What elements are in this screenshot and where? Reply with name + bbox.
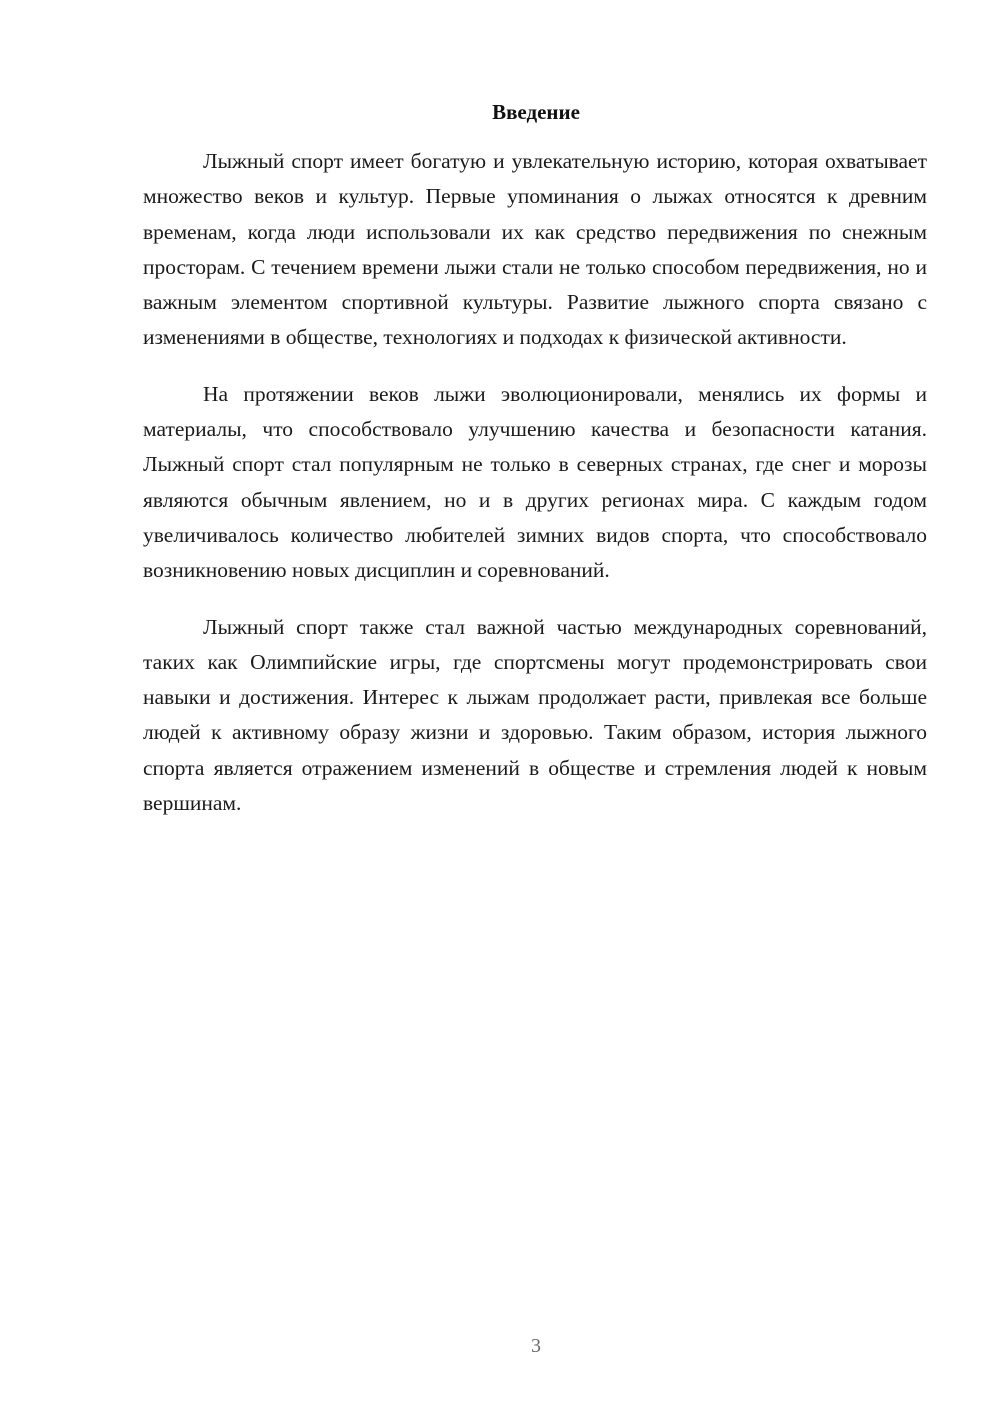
paragraph: Лыжный спорт имеет богатую и увлекательную историю, которая охватывает множество веков и культур. Первые упоминания о лыжах относятся к древним временам, когда люди использовали их как средство передвижения по снежным просторам. С течением времени лыжи стали не только способом передвижения, но и важным элементом спортивной культуры. Развитие лыжного спорта связано с изменениями в обществе, технологиях и подходах к физической активности. — [143, 149, 927, 350]
section-heading: Введение — [492, 100, 580, 124]
paragraph: Лыжный спорт также стал важной частью международных соревнований, таких как Олимпийские игры, где спортсмены могут продемонстрировать свои навыки и достижения. Интерес к лыжам продолжает расти, привлекая все больше людей к активному образу жизни и здоровью. Таким образом, история лыжного спорта является отражением изменений в обществе и стремления людей к новым вершинам. — [143, 614, 927, 816]
body-text — [143, 144, 927, 842]
paragraph: На протяжении веков лыжи эволюционировали, менялись их формы и материалы, что способствовало улучшению качества и безопасности катания. Лыжный спорт стал популярным не только в северных странах, где снег и морозы являются обычным явлением, но и в других регионах мира. С каждым годом увеличивалось количество любителей зимних видов спорта, что способствовало возникновению новых дисциплин и соревнований. — [143, 381, 927, 583]
page-number: 3 — [531, 1335, 541, 1357]
